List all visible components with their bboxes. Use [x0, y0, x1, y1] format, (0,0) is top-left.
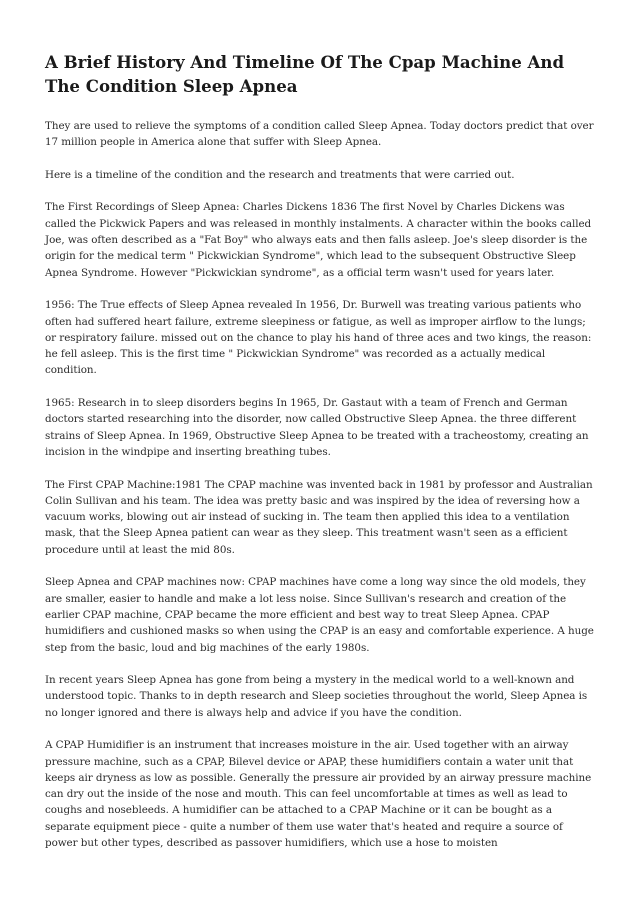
paragraph-1956: 1956: The True effects of Sleep Apnea revealed In 1956, Dr. Burwell was treating various patients who often had suffered heart failure, extreme sleepiness or fatigue, as well as improper airflow to the lungs; or respiratory failure. missed out on the chance to play his hand of three aces and two kings, the reason: he fell asleep. This is the first time " Pickwickian Syndrome" was recorded as a actually medical condition. — [45, 299, 592, 377]
document-page — [45, 50, 598, 868]
document-title: A Brief History And Timeline Of The Cpap Machine And The Condition Sleep Apnea — [45, 52, 565, 96]
paragraph-1965: 1965: Research in to sleep disorders begins In 1965, Dr. Gastaut with a team of French and German doctors started researching into the disorder, now called Obstructive Sleep Apnea. the three different strains of Sleep Apnea. In 1969, Obstructive Sleep Apnea to be treated with a tracheostomy, creating an incision in the windpipe and inserting breathing tubes. — [45, 397, 589, 458]
paragraph-intro: They are used to relieve the symptoms of a condition called Sleep Apnea. Today doctors predict that over 17 million people in America alone that suffer with Sleep Apnea. — [45, 120, 594, 149]
paragraph-first-recordings: The First Recordings of Sleep Apnea: Charles Dickens 1836 The first Novel by Charles Dickens was called the Pickwick Papers and was released in monthly instalments. A character within the books called Joe, was often described as a "Fat Boy" who always eats and then falls asleep. Joe's sleep disorder is the origin for the medical term " Pickwickian Syndrome", which lead to the subsequent Obstructive Sleep Apnea Syndrome. However "Pickwickian syndrome", as a official term wasn't used for years later. — [45, 201, 592, 279]
paragraph-recent-years: In recent years Sleep Apnea has gone from being a mystery in the medical world to a well-known and understood topic. Thanks to in depth research and Sleep societies throughout the world, Sleep Apnea is no longer ignored and there is always help and advice if you have the condition. — [45, 674, 588, 719]
paragraph-humidifier: A CPAP Humidifier is an instrument that increases moisture in the air. Used together with an airway pressure machine, such as a CPAP, Bilevel device or APAP, these humidifiers contain a water unit that keeps air dryness as low as possible. Generally the pressure air provided by an airway pressure machine can dry out the inside of the nose and mouth. This can feel uncomfortable at times as well as lead to coughs and nosebleeds. A humidifier can be attached to a CPAP Machine or it can be bought as a separate equipment piece - quite a number of them use water that's heated and require a source of power but other types, described as passover humidifiers, which use a hose to moisten — [45, 739, 592, 850]
paragraph-cpap-now: Sleep Apnea and CPAP machines now: CPAP machines have come a long way since the old models, they are smaller, easier to handle and make a lot less noise. Since Sullivan's research and creation of the earlier CPAP machine, CPAP became the more efficient and best way to treat Sleep Apnea. CPAP humidifiers and cushioned masks so when using the CPAP is an easy and comfortable experience. A huge step from the basic, loud and big machines of the early 1980s. — [45, 576, 594, 654]
paragraph-timeline-intro: Here is a timeline of the condition and the research and treatments that were carried out. — [45, 168, 515, 181]
paragraph-first-cpap: The First CPAP Machine:1981 The CPAP machine was invented back in 1981 by professor and Australian Colin Sullivan and his team. The idea was pretty basic and was inspired by the idea of reversing how a vacuum works, blowing out air instead of sucking in. The team then applied this idea to a ventilation mask, that the Sleep Apnea patient can wear as they sleep. This treatment wasn't seen as a efficient procedure until at least the mid 80s. — [45, 478, 593, 556]
